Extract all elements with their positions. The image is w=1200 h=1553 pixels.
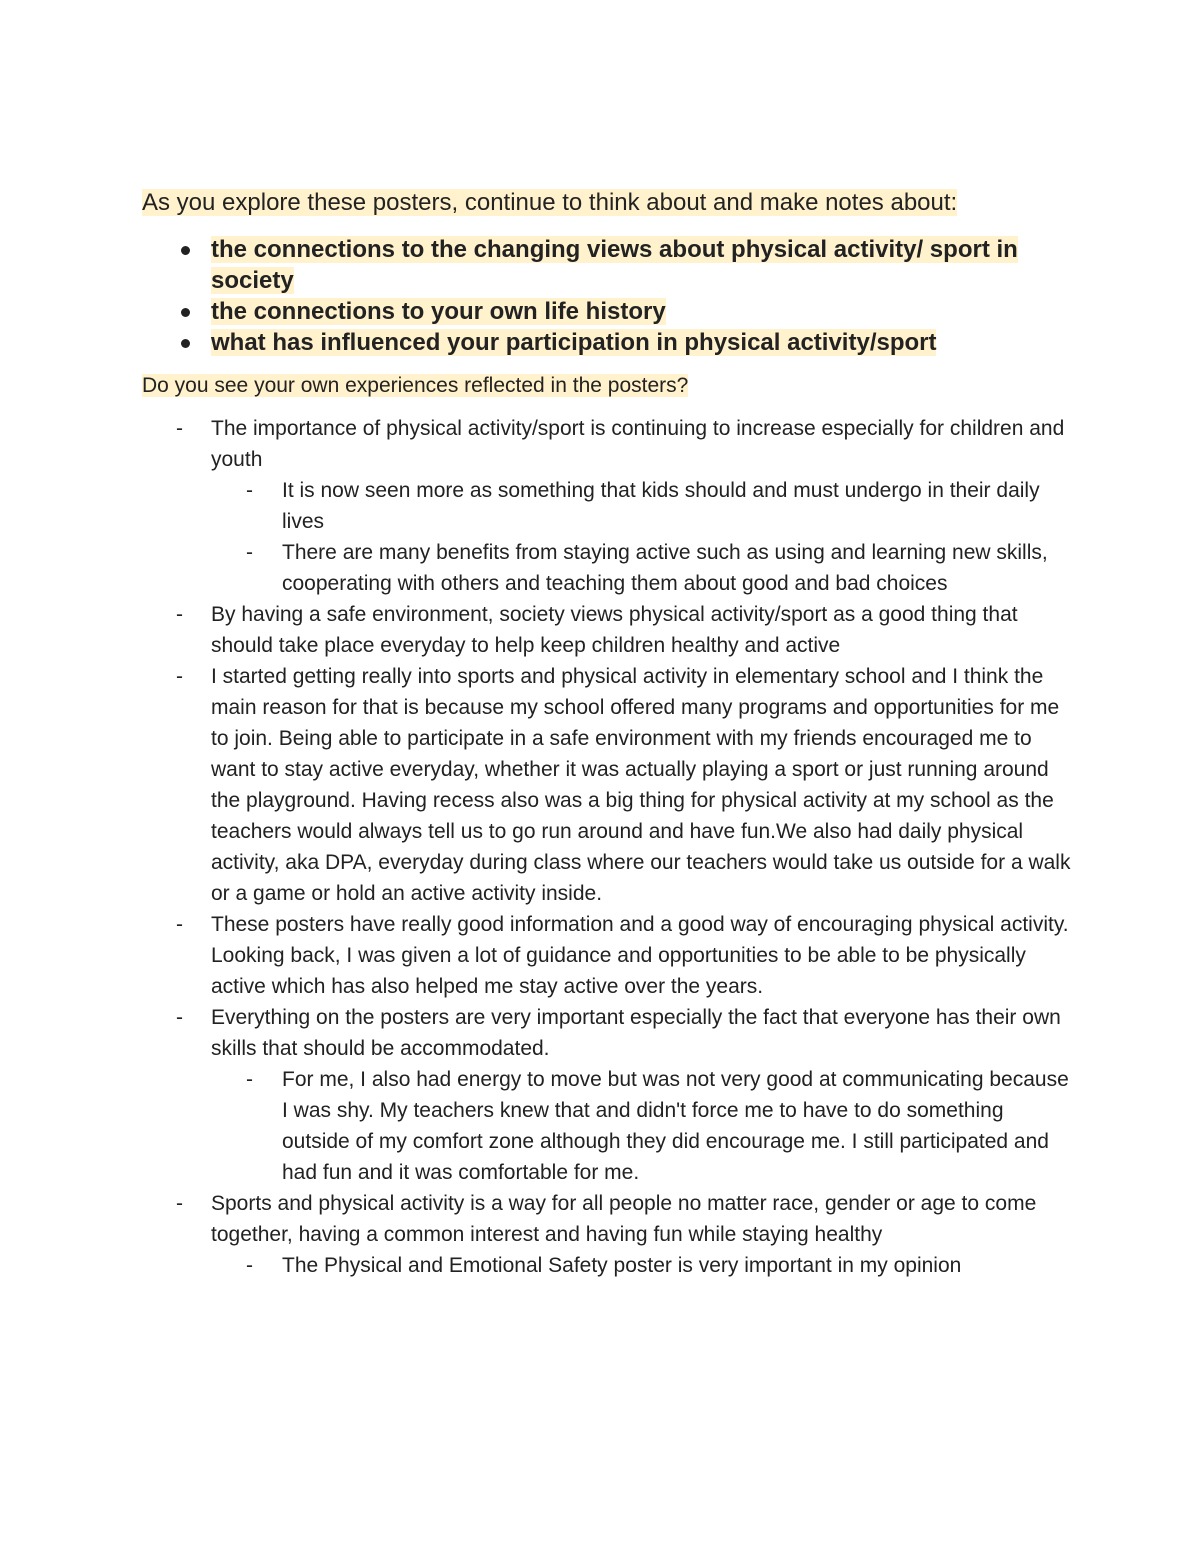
note-text: By having a safe environment, society views physical activity/sport as a good thing that should take place everyday to help keep children healthy and active (211, 603, 1018, 657)
sub-note-item (142, 1250, 1072, 1281)
note-item (142, 599, 1072, 661)
prompt-bullet-text: the connections to the changing views about physical activity/ sport in society (211, 236, 1018, 294)
note-item (142, 413, 1072, 475)
dash-marker-icon: - (246, 541, 253, 564)
sub-note-item (142, 537, 1072, 599)
note-text: The Physical and Emotional Safety poster is very important in my opinion (282, 1254, 962, 1277)
note-item (142, 1002, 1072, 1064)
dash-marker-icon: - (176, 1006, 183, 1029)
dash-marker-icon: - (176, 417, 183, 440)
note-text: It is now seen more as something that kids should and must undergo in their daily lives (282, 479, 1040, 533)
dash-marker-icon: - (246, 1254, 253, 1277)
note-text: The importance of physical activity/sport is continuing to increase especially for children and youth (211, 417, 1065, 471)
bullet-dot-icon (181, 246, 190, 255)
note-text: For me, I also had energy to move but was not very good at communicating because I was shy. My teachers knew that and didn't force me to have to do something outside of my comfort zone although they did encourage me. I still participated and had fun and it was comfortable for me. (282, 1068, 1069, 1184)
prompt-heading (142, 186, 957, 219)
note-item (142, 1188, 1072, 1250)
reflection-question-text: Do you see your own experiences reflected in the posters? (142, 374, 689, 397)
note-item (142, 909, 1072, 1002)
bullet-dot-icon (181, 308, 190, 317)
sub-note-item (142, 475, 1072, 537)
reflection-question (142, 371, 688, 401)
prompt-bullet (142, 234, 1042, 296)
note-text: These posters have really good information and a good way of encouraging physical activity. Looking back, I was given a lot of guidance and opportunities to be able to be physically active which has also helped me stay active over the years. (211, 913, 1069, 998)
note-text: Sports and physical activity is a way for all people no matter race, gender or age to come together, having a common interest and having fun while staying healthy (211, 1192, 1037, 1246)
prompt-bullet (142, 327, 1042, 358)
dash-marker-icon: - (176, 1192, 183, 1215)
dash-marker-icon: - (246, 479, 253, 502)
note-text: Everything on the posters are very important especially the fact that everyone has their own skills that should be accommodated. (211, 1006, 1061, 1060)
prompt-bullet-list (142, 234, 1042, 358)
prompt-heading-text: As you explore these posters, continue to think about and make notes about: (142, 189, 958, 216)
dash-marker-icon: - (246, 1068, 253, 1091)
note-text: I started getting really into sports and physical activity in elementary school and I think the main reason for that is because my school offered many programs and opportunities for me to join. Being able to participate in a safe environment with my friends encouraged me to want to stay active everyday, whether it was actually playing a sport or just running around the playground. Having recess also was a big thing for physical activity at my school as the teachers would always tell us to go run around and have fun.We also had daily physical activity, aka DPA, everyday during class where our teachers would take us outside for a walk or a game or hold an active activity inside. (211, 665, 1071, 905)
prompt-bullet-text: the connections to your own life history (211, 298, 666, 325)
dash-marker-icon: - (176, 913, 183, 936)
prompt-bullet-text: what has influenced your participation in physical activity/sport (211, 329, 937, 356)
prompt-bullet (142, 296, 1042, 327)
dash-marker-icon: - (176, 603, 183, 626)
notes-list (142, 413, 1072, 1281)
note-item (142, 661, 1072, 909)
bullet-dot-icon (181, 339, 190, 348)
dash-marker-icon: - (176, 665, 183, 688)
sub-note-item (142, 1064, 1072, 1188)
note-text: There are many benefits from staying active such as using and learning new skills, cooperating with others and teaching them about good and bad choices (282, 541, 1048, 595)
